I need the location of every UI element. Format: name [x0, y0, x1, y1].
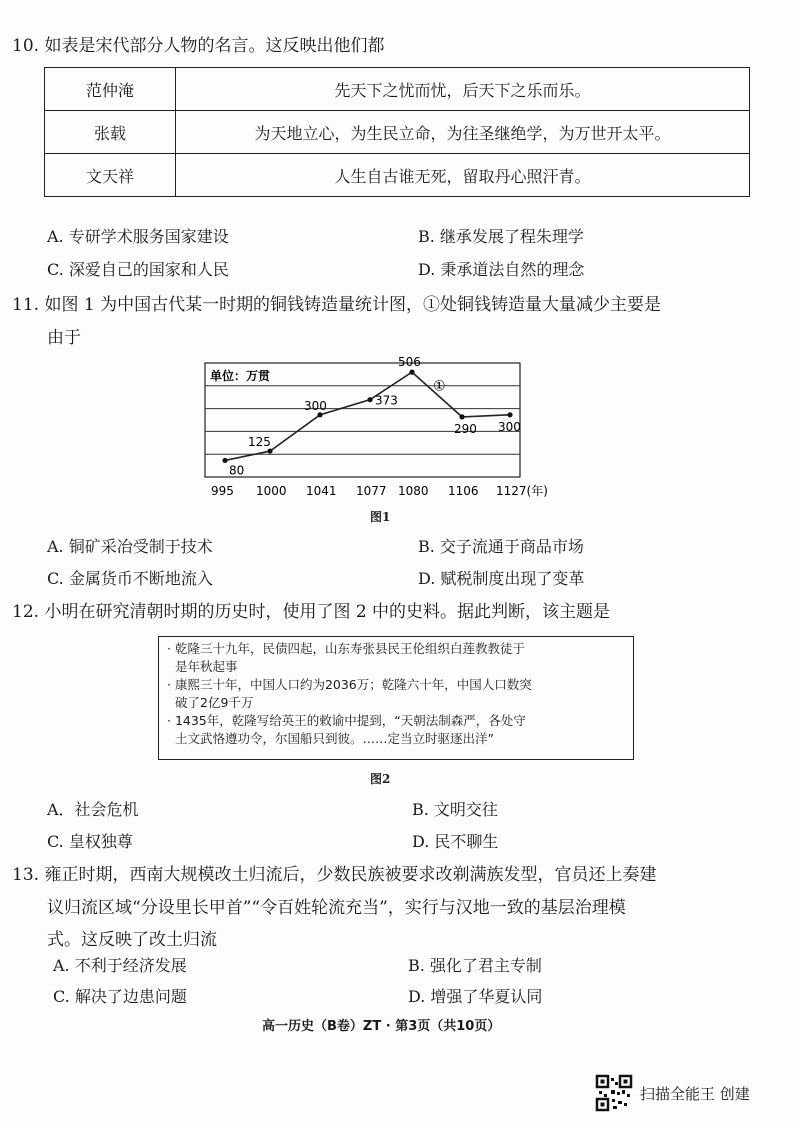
source-line: · 康熙三十年，中国人口约为2036万；乾隆六十年，中国人口数突 [167, 677, 532, 692]
data-label: 290 [454, 421, 477, 436]
data-point [222, 458, 227, 463]
figure-2-caption: 图2 [370, 772, 391, 786]
q13-option-b[interactable]: B. 强化了君主专制 [408, 956, 542, 975]
data-point [459, 414, 464, 419]
q13-stem-line1: 13. 雍正时期，西南大规模改土归流后，少数民族被要求改剃满族发型，官员还上奏建 [12, 865, 657, 885]
x-tick-label: 1077 [356, 484, 387, 498]
table-row [45, 154, 750, 197]
q13-stem-line2: 议归流区域“分设里长甲首”“令百姓轮流充当”，实行与汉地一致的基层治理模 [47, 898, 626, 918]
q10-option-b[interactable]: B. 继承发展了程朱理学 [418, 227, 584, 246]
quote-author: 文天祥 [45, 154, 176, 197]
x-tick-label: 1000 [256, 484, 287, 498]
table-row [45, 68, 750, 111]
data-label: 506 [398, 355, 421, 370]
q12-source-box [158, 636, 634, 760]
source-item-1 [167, 640, 625, 676]
data-label: 373 [375, 393, 398, 408]
source-line: · 1435年，乾隆写给英王的敕谕中提到，“天朝法制森严，各处守 [167, 713, 526, 728]
source-item-3 [167, 712, 625, 748]
q10-stem: 10. 如表是宋代部分人物的名言。这反映出他们都 [12, 36, 385, 56]
quote-text: 为天地立心，为生民立命，为往圣继绝学，为万世开太平。 [176, 111, 750, 154]
x-tick-label: 1080 [398, 484, 429, 498]
q13-stem-line3: 式。这反映了改土归流 [47, 930, 217, 950]
data-point [317, 412, 322, 417]
q10-option-d[interactable]: D. 秉承道法自然的理念 [418, 260, 585, 279]
figure-1-caption: 图1 [370, 510, 391, 524]
qr-code-icon [596, 1075, 632, 1111]
data-label: 125 [248, 435, 271, 450]
q12-stem: 12. 小明在研究清朝时期的历史时，使用了图 2 中的史料。据此判断，该主题是 [12, 602, 611, 622]
quote-text: 先天下之忧而忧，后天下之乐而乐。 [176, 68, 750, 111]
q10-quote-table [44, 67, 750, 197]
page-footer: 高一历史（B卷）ZT · 第3页（共10页） [262, 1019, 501, 1034]
q11-option-c[interactable]: C. 金属货币不断地流入 [47, 569, 213, 588]
q13-option-a[interactable]: A. 不利于经济发展 [53, 956, 187, 975]
q11-stem-line1: 11. 如图 1 为中国古代某一时期的铜钱铸造量统计图，①处铜钱铸造量大量减少主要是 [12, 295, 662, 315]
x-tick-label: 1041 [306, 484, 337, 498]
quote-author: 张载 [45, 111, 176, 154]
scanner-watermark: 扫描全能王 创建 [640, 1085, 750, 1103]
x-tick-label: 1106 [448, 484, 479, 498]
x-tick-label: 1127(年) [496, 484, 548, 498]
q13-option-c[interactable]: C. 解决了边患问题 [53, 987, 187, 1006]
q11-option-d[interactable]: D. 赋税制度出现了变革 [418, 569, 585, 588]
q12-option-c[interactable]: C. 皇权独尊 [47, 832, 133, 851]
table-row [45, 111, 750, 154]
x-tick-label: 995 [211, 484, 234, 498]
q10-option-c[interactable]: C. 深爱自己的国家和人民 [47, 260, 229, 279]
data-point [409, 370, 414, 375]
data-point [267, 448, 272, 453]
source-line: · 乾隆三十九年，民债四起，山东寿张县民王伦组织白莲教教徒于 [167, 641, 525, 656]
q13-option-d[interactable]: D. 增强了华夏认同 [408, 987, 543, 1006]
source-line: 是年秋起事 [175, 659, 238, 674]
data-label: 300 [304, 398, 327, 413]
q11-option-b[interactable]: B. 交子流通于商品市场 [418, 537, 584, 556]
data-label: 80 [229, 463, 245, 478]
source-line: 破了2亿9千万 [175, 695, 254, 710]
chart-unit-label: 单位：万贯 [210, 369, 271, 383]
data-point [507, 412, 512, 417]
q12-option-b[interactable]: B. 文明交往 [412, 800, 498, 819]
source-item-2 [167, 676, 625, 712]
quote-author: 范仲淹 [45, 68, 176, 111]
source-line: 土文武恪遵功令，尔国船只到彼。……定当立时驱逐出洋” [175, 731, 494, 746]
q12-option-a[interactable]: A．社会危机 [47, 800, 139, 819]
chart-annotation: ① [433, 378, 446, 395]
q11-option-a[interactable]: A. 铜矿采冶受制于技术 [47, 537, 213, 556]
data-point [367, 397, 372, 402]
chart-x-tick-labels [211, 483, 548, 498]
q10-option-a[interactable]: A. 专研学术服务国家建设 [47, 227, 229, 246]
quote-text: 人生自古谁无死，留取丹心照汗青。 [176, 154, 750, 197]
copper-coin-line-chart [200, 355, 548, 505]
q12-option-d[interactable]: D. 民不聊生 [412, 832, 499, 851]
q11-stem-line2: 由于 [47, 328, 81, 348]
data-label: 300 [498, 419, 521, 434]
